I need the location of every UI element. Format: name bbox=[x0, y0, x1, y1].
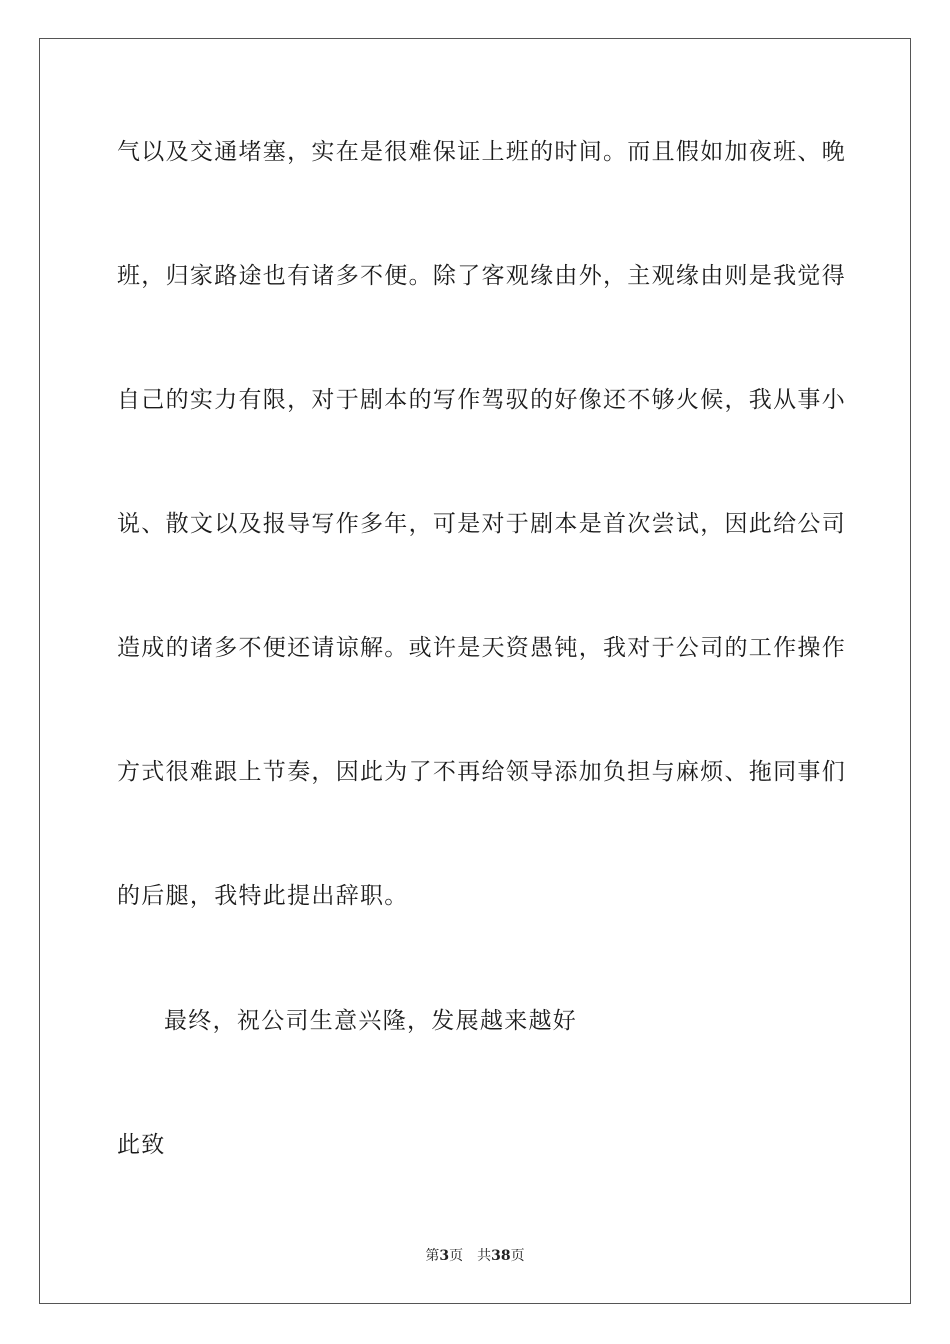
body-line-3: 自己的实力有限，对于剧本的写作驾驭的好像还不够火候，我从事小 bbox=[117, 387, 846, 413]
footer-total-prefix: 共 bbox=[477, 1248, 492, 1264]
footer-total-suffix: 页 bbox=[510, 1248, 525, 1264]
body-line-6: 方式很难跟上节奏，因此为了不再给领导添加负担与麻烦、拖同事们 bbox=[117, 759, 846, 785]
footer-page-suffix: 页 bbox=[449, 1248, 464, 1264]
body-line-2: 班，归家路途也有诸多不便。除了客观缘由外，主观缘由则是我觉得 bbox=[117, 263, 846, 289]
footer-page-prefix: 第 bbox=[425, 1248, 440, 1264]
closing-line: 最终，祝公司生意兴隆，发展越来越好 bbox=[164, 1008, 578, 1034]
body-line-7: 的后腿，我特此提出辞职。 bbox=[117, 883, 409, 909]
footer-total-pages: 38 bbox=[491, 1248, 511, 1264]
body-line-4: 说、散文以及报导写作多年，可是对于剧本是首次尝试，因此给公司 bbox=[117, 511, 846, 537]
footer-page-number: 3 bbox=[439, 1248, 450, 1264]
body-line-5: 造成的诸多不便还请谅解。或许是天资愚钝，我对于公司的工作操作 bbox=[117, 635, 846, 661]
body-line-1: 气以及交通堵塞，实在是很难保证上班的时间。而且假如加夜班、晚 bbox=[117, 139, 846, 165]
page-footer bbox=[0, 1247, 950, 1265]
page-border bbox=[39, 38, 911, 1304]
salutation-line: 此致 bbox=[117, 1132, 166, 1158]
